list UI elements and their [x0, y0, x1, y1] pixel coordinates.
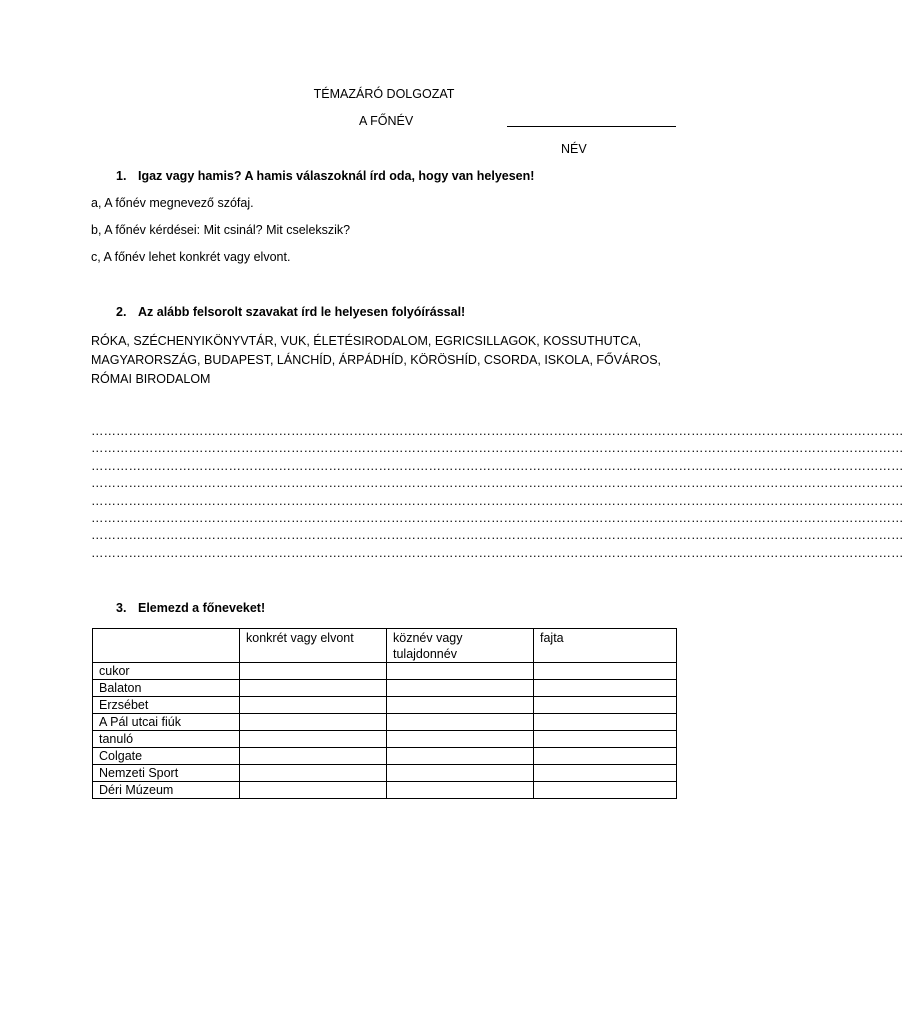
noun-cell: tanuló: [93, 731, 240, 748]
answer-line[interactable]: ……………………………………………………………………………………………………………………………………………………………………………: [91, 545, 904, 560]
answer-cell[interactable]: [534, 731, 677, 748]
answer-cell[interactable]: [387, 663, 534, 680]
question-3: [116, 601, 265, 615]
table-row: [93, 782, 677, 799]
answer-lines: [91, 423, 904, 562]
answer-line[interactable]: ……………………………………………………………………………………………………………………………………………………………………………: [91, 424, 904, 438]
answer-line[interactable]: ……………………………………………………………………………………………………………………………………………………………………………: [91, 441, 904, 456]
answer-line[interactable]: ……………………………………………………………………………………………………………………………………………………………………………: [91, 458, 904, 473]
question-1-number: 1.: [116, 169, 127, 183]
name-blank-line: [507, 126, 676, 127]
statement-b: b, A főnév kérdései: Mit csinál? Mit cselekszik?: [91, 223, 351, 237]
answer-cell[interactable]: [387, 731, 534, 748]
noun-cell: Balaton: [93, 680, 240, 697]
answer-cell[interactable]: [387, 765, 534, 782]
answer-line[interactable]: ……………………………………………………………………………………………………………………………………………………………………………: [91, 510, 904, 525]
answer-cell[interactable]: [240, 714, 387, 731]
question-2-number: 2.: [116, 305, 127, 319]
answer-cell[interactable]: [240, 680, 387, 697]
answer-cell[interactable]: [387, 782, 534, 799]
answer-cell[interactable]: [240, 663, 387, 680]
name-label: NÉV: [561, 142, 587, 156]
question-3-number: 3.: [116, 601, 127, 615]
answer-cell[interactable]: [240, 748, 387, 765]
answer-cell[interactable]: [534, 748, 677, 765]
table-row: [93, 748, 677, 765]
noun-cell: A Pál utcai fiúk: [93, 714, 240, 731]
table-row: [93, 714, 677, 731]
table-header-cell: köznév vagy tulajdonnév: [387, 629, 534, 663]
table-header-cell: [93, 629, 240, 663]
answer-line[interactable]: ……………………………………………………………………………………………………………………………………………………………………………: [91, 476, 904, 491]
page-subtitle: A FŐNÉV: [359, 114, 414, 128]
table-row: [93, 765, 677, 782]
table-header-row: [93, 629, 677, 663]
answer-cell[interactable]: [534, 680, 677, 697]
table-header-cell: konkrét vagy elvont: [240, 629, 387, 663]
answer-cell[interactable]: [240, 765, 387, 782]
table-row: [93, 731, 677, 748]
noun-cell: Erzsébet: [93, 697, 240, 714]
table-row: [93, 680, 677, 697]
word-list: RÓKA, SZÉCHENYIKÖNYVTÁR, VUK, ÉLETÉSIRODALOM, EGRICSILLAGOK, KOSSUTHUTCA, MAGYARORSZÁG, BUDAPEST, LÁNCHÍD, ÁRPÁDHÍD, KÖRÖSHÍD, CSORDA, ISKOLA, FŐVÁROS, RÓMAI BIRODALOM: [91, 334, 662, 386]
noun-cell: Colgate: [93, 748, 240, 765]
answer-line[interactable]: ……………………………………………………………………………………………………………………………………………………………………………: [91, 528, 904, 543]
answer-cell[interactable]: [534, 765, 677, 782]
noun-cell: cukor: [93, 663, 240, 680]
statement-c: c, A főnév lehet konkrét vagy elvont.: [91, 250, 291, 264]
question-1: [116, 169, 534, 183]
noun-analysis-table: [92, 628, 677, 799]
question-2: [116, 305, 465, 319]
answer-line[interactable]: ……………………………………………………………………………………………………………………………………………………………………………: [91, 493, 904, 508]
answer-cell[interactable]: [387, 748, 534, 765]
question-1-text: Igaz vagy hamis? A hamis válaszoknál írd oda, hogy van helyesen!: [138, 169, 535, 183]
answer-cell[interactable]: [534, 714, 677, 731]
question-3-text: Elemezd a főneveket!: [138, 601, 266, 615]
answer-cell[interactable]: [240, 731, 387, 748]
noun-cell: Nemzeti Sport: [93, 765, 240, 782]
noun-cell: Déri Múzeum: [93, 782, 240, 799]
answer-cell[interactable]: [387, 680, 534, 697]
answer-cell[interactable]: [387, 714, 534, 731]
answer-cell[interactable]: [534, 663, 677, 680]
answer-cell[interactable]: [240, 782, 387, 799]
answer-cell[interactable]: [534, 782, 677, 799]
table-header-cell: fajta: [534, 629, 677, 663]
table-row: [93, 663, 677, 680]
page-title: TÉMAZÁRÓ DOLGOZAT: [313, 87, 455, 101]
statement-a: a, A főnév megnevező szófaj.: [91, 196, 254, 210]
answer-cell[interactable]: [534, 697, 677, 714]
answer-cell[interactable]: [240, 697, 387, 714]
question-2-text: Az alább felsorolt szavakat írd le helyesen folyóírással!: [138, 305, 466, 319]
table-row: [93, 697, 677, 714]
answer-cell[interactable]: [387, 697, 534, 714]
